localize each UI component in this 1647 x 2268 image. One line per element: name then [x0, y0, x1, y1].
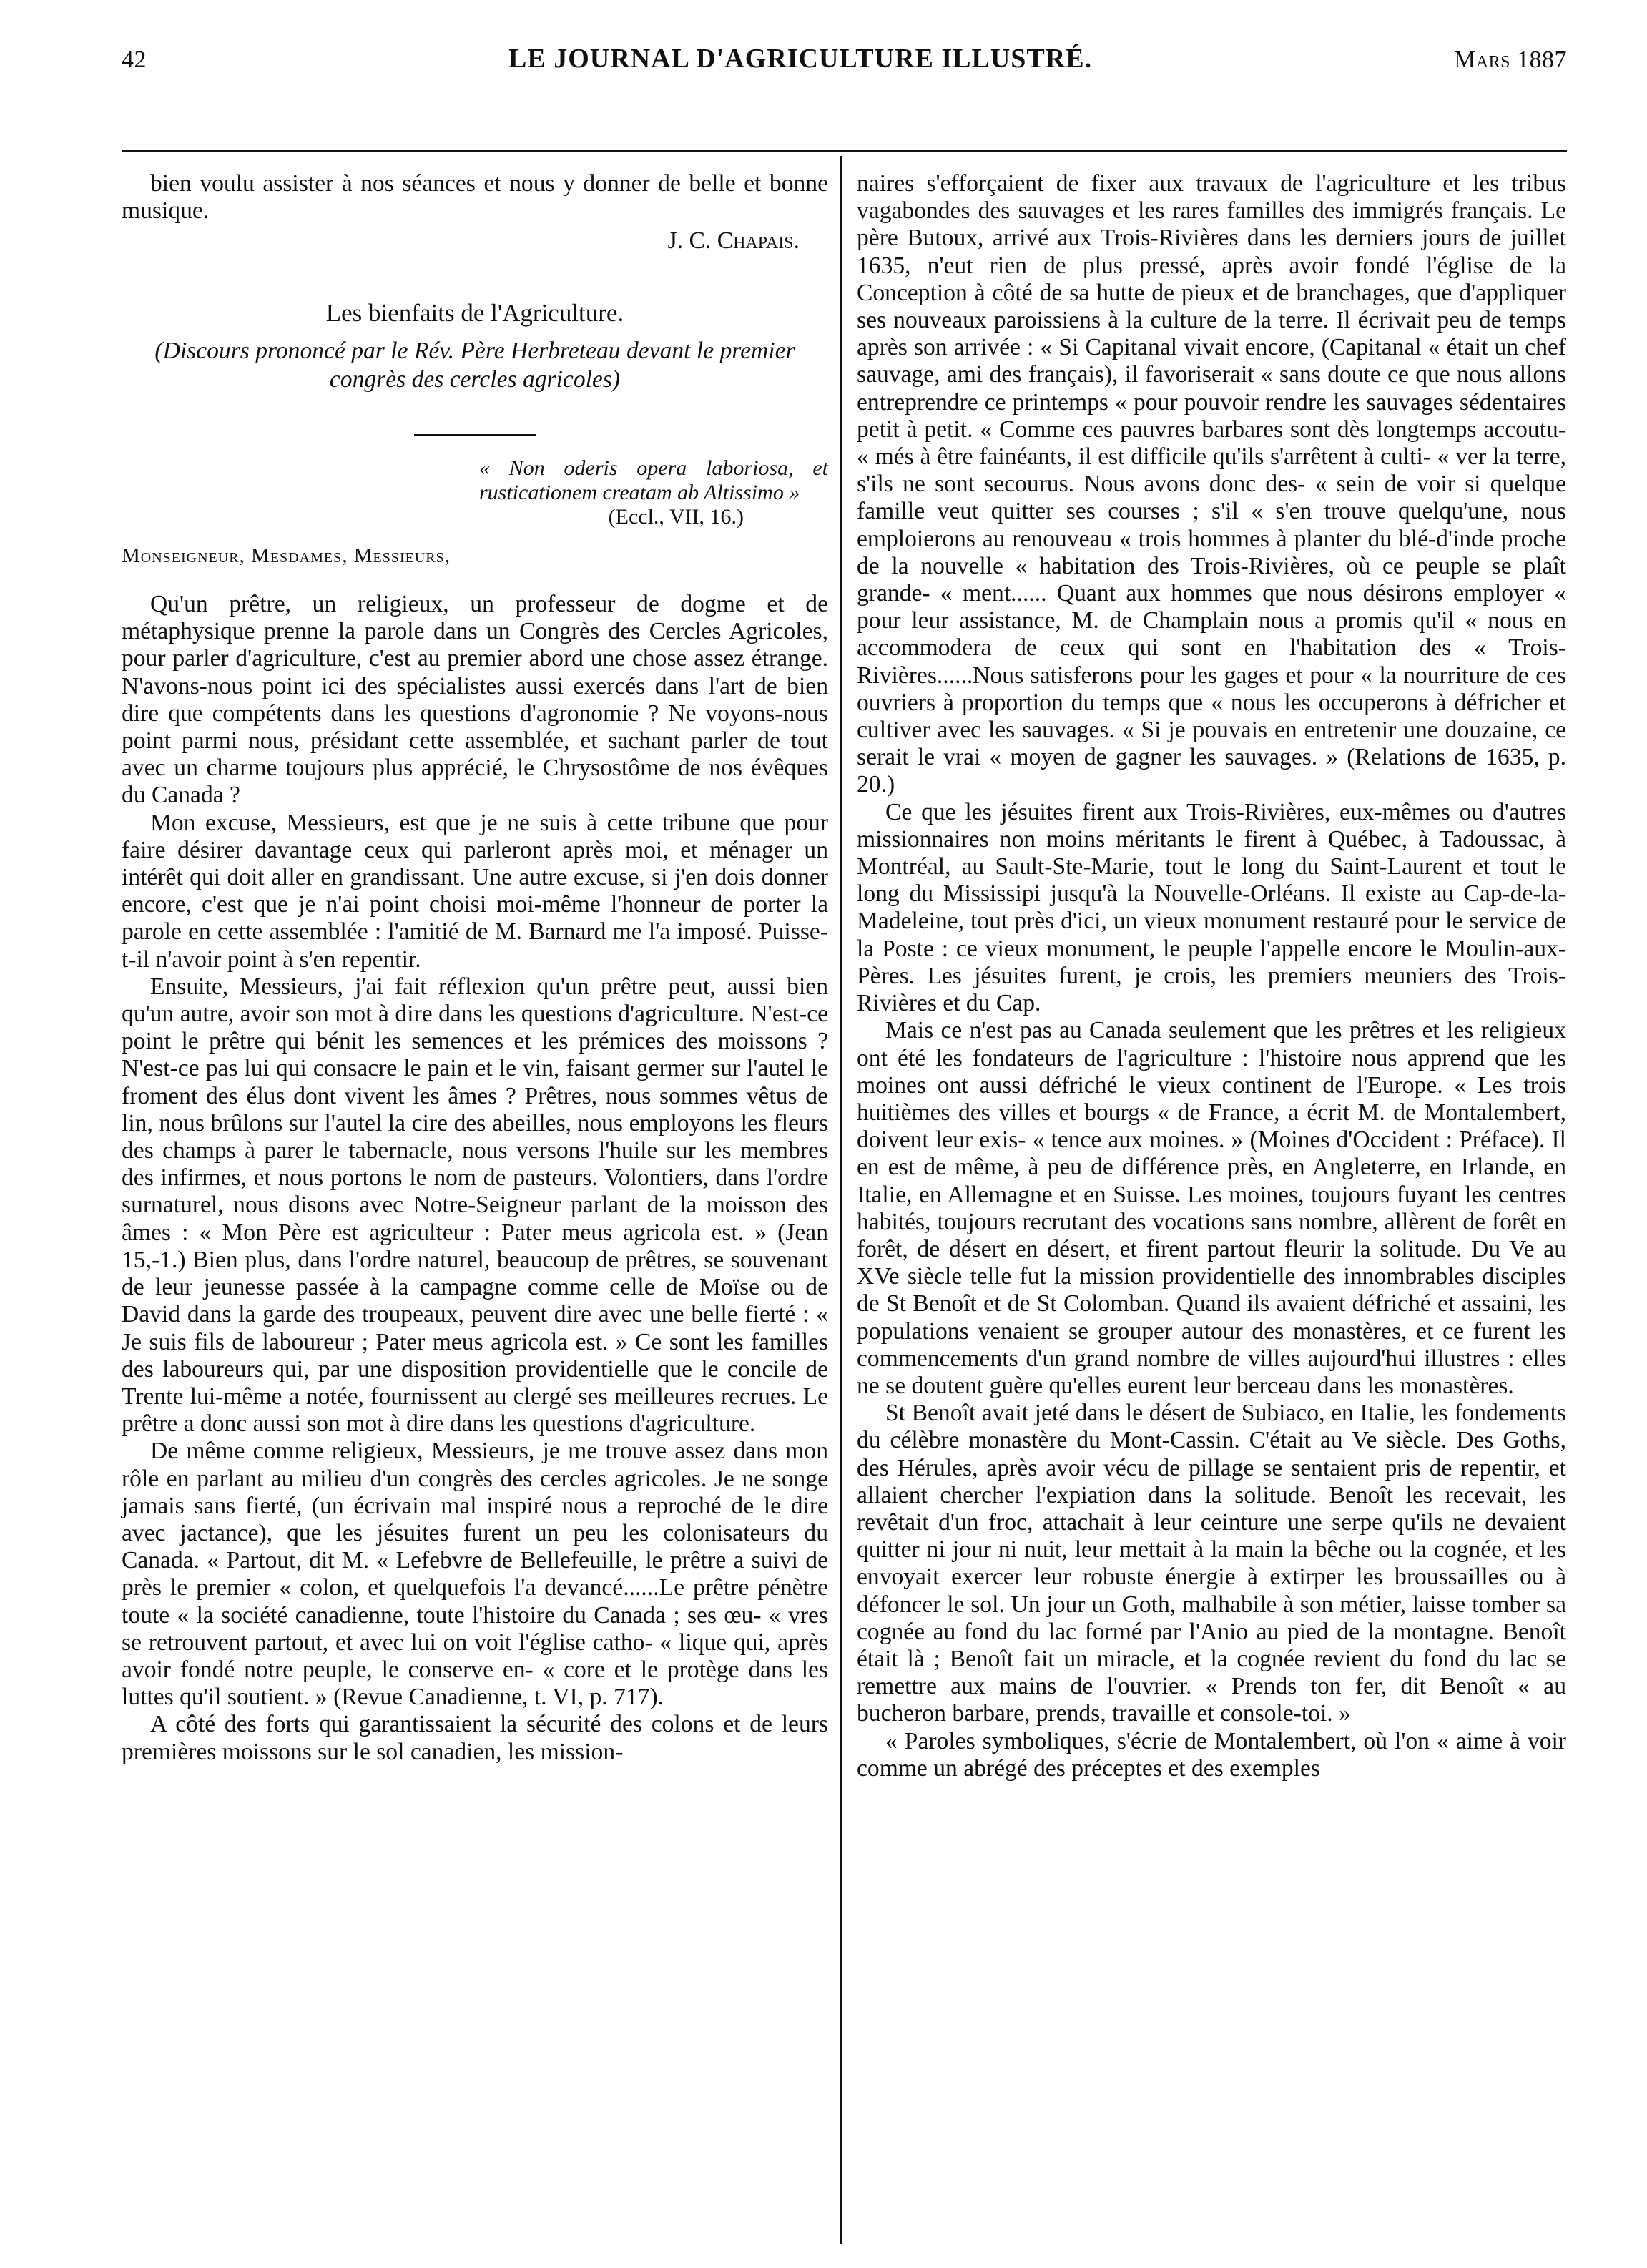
journal-title: LE JOURNAL D'AGRICULTURE ILLUSTRÉ. [508, 44, 1093, 74]
paragraph: naires s'efforçaient de fixer aux travaux de l'agriculture et les tribus vagabondes des sauvages et les rares familles des immigrés français. Le père Butoux, arrivé aux Trois-Rivières dans les derniers jours de juillet 1635, n'eut rien de plus pressé, après avoir fondé l'église de la Conception à côté de sa hutte de pieux et de branchages, que d'appliquer ses nouveaux paroissiens à la culture de la terre. Il écrivait peu de temps après son arrivée : « Si Capitanal vivait encore, (Capitanal « était un chef sauvage, ami des français), il favoriserait « sans doute ce que nous allons entreprendre ce printemps « pour pouvoir rendre les sauvages sédentaires petit à petit. « Comme ces pauvres barbares sont dès longtemps accoutu- « més à être fainéants, il est difficile qu'ils s'arrêtent à culti- « ver la terre, s'ils ne sont secourus. Nous avons donc des- « sein de voir si quelque famille veut quitter ses courses ; s'il « s'en trouve quelqu'une, nous emploierons au renouveau « trois hommes à planter du blé-d'inde proche de la nouvelle « habitation des Trois-Rivières, où ce peuple se plaît grande- « ment...... Quant aux hommes que nous désirons employer « pour leur assistance, M. de Champlain nous a promis qu'il « nous en accommodera de ceux qui sont en l'habitation des « Trois-Rivières......Nous satisferons pour les gages et pour « la nourriture de ces ouvriers à proportion du temps que « nous les occuperons à défricher et cultiver avec les sauvages. « Si je pouvais en entretenir une douzaine, ce serait le vrai « moyen de gagner les sauvages. » (Relations de 1635, p. 20.) [857, 170, 1566, 798]
continuation-text: bien voulu assister à nos séances et nous y donner de belle et bonne musique. [122, 170, 828, 225]
epigraph: « Non oderis opera laboriosa, et rusticationem creatam ab Altissimo » [479, 456, 828, 504]
issue-date: Mars 1887 [1454, 46, 1567, 73]
paragraph: De même comme religieux, Messieurs, je me trouve assez dans mon rôle en parlant au milieu d'un congrès des cercles agricoles. Je ne songe jamais sans fierté, (un écrivain mal inspiré nous a reproché de le dire avec jactance), que les jésuites furent un peu les colonisateurs du Canada. « Partout, dit M. « Lefebvre de Bellefeuille, le prêtre a suivi de près le premier « colon, et quelquefois l'a devancé......Le prêtre pénètre toute « la société canadienne, toute l'histoire du Canada ; ses œu- « vres se retrouvent partout, et avec lui on voit l'église catho- « lique qui, après avoir fondé notre peuple, le conserve en- « core et le protège dans les luttes qu'il soutient. » (Revue Canadienne, t. VI, p. 717). [122, 1438, 828, 1711]
page-header [122, 43, 1567, 86]
epigraph-reference: (Eccl., VII, 16.) [608, 504, 744, 529]
paragraph: Mon excuse, Messieurs, est que je ne suis à cette tribune que pour faire désirer davantage ceux qui parleront après moi, et ménager un intérêt qui doit aller en grandissant. Une autre excuse, si j'en dois donner encore, c'est que je n'ai point choisi moi-même l'honneur de porter la parole en cette assemblée : l'amitié de M. Barnard me l'a imposé. Puisse-t-il n'avoir point à s'en repentir. [122, 809, 828, 973]
signature: J. C. Chapais. [667, 227, 800, 255]
title-rule [414, 434, 536, 436]
paragraph: Ce que les jésuites firent aux Trois-Rivières, eux-mêmes ou d'autres missionnaires non moins méritants le firent à Québec, à Tadoussac, à Montréal, au Sault-Ste-Marie, tout le long du Saint-Laurent et tout le long du Mississipi jusqu'à la Nouvelle-Orléans. Il existe au Cap-de-la-Madeleine, tout près d'ici, un vieux monument restauré pour le service de la Poste : ce vieux monument, le peuple l'appelle encore le Moulin-aux-Pères. Les jésuites furent, je crois, les premiers meuniers des Trois-Rivières et du Cap. [857, 798, 1566, 1017]
article-title: Les bienfaits de l'Agriculture. [325, 298, 624, 327]
column-divider [840, 156, 842, 2244]
paragraph: St Benoît avait jeté dans le désert de Subiaco, en Italie, les fondements du célèbre monastère du Mont-Cassin. C'était au Ve siècle. Des Goths, des Hérules, après avoir vécu de pillage se sentaient pris de repentir, et allaient chercher l'expiation dans la solitude. Benoît les recevait, les revêtait d'un froc, attachait à leur ceinture une serpe qu'ils ne devaient quitter ni jour ni nuit, leur mettait à la main la bêche ou la cognée, et les envoyait exercer leur robuste énergie à extirper les broussailles ou à défoncer le sol. Un jour un Goth, malhabile à son métier, laisse tomber sa cognée au fond du lac formé par l'Anio au pied de la montagne. Benoît était là ; Benoît fait un miracle, et la cognée revient du fond du lac se remettre aux mains de l'ouvrier. « Prends ton fer, dit Benoît « au bucheron barbare, prends, travaille et console-toi. » [857, 1400, 1566, 1727]
salutation: Monseigneur, Mesdames, Messieurs, [122, 544, 451, 567]
paragraph: A côté des forts qui garantissaient la sécurité des colons et de leurs premières moissons sur le sol canadien, les mission- [122, 1711, 828, 1765]
paragraph: Qu'un prêtre, un religieux, un professeur de dogme et de métaphysique prenne la parole dans un Congrès des Cercles Agricoles, pour parler d'agriculture, c'est au premier abord une chose assez étrange. N'avons-nous point ici des spécialistes aussi exercés dans l'art de bien dire que compétents dans les questions d'agronomie ? Ne voyons-nous point parmi nous, présidant cette assemblée, et sachant parler de tout avec un charme toujours plus apprécié, le Chrysostôme de nos évêques du Canada ? [122, 591, 828, 809]
article-subtitle: (Discours prononcé par le Rév. Père Herbreteau devant le premier congrès des cercles agricoles) [154, 337, 795, 393]
paragraph: Ensuite, Messieurs, j'ai fait réflexion qu'un prêtre peut, aussi bien qu'un autre, avoir son mot à dire dans les questions d'agriculture. N'est-ce point le prêtre qui bénit les semences et les prémices des moissons ? N'est-ce pas lui qui consacre le pain et le vin, faisant germer sur l'autel le froment des élus dont vivent les âmes ? Prêtres, nous sommes vêtus de lin, nous brûlons sur l'autel la cire des abeilles, nous employons les fleurs des champs à parer le tabernacle, nous versons l'huile sur les membres des infirmes, et nous portons le nom de pasteurs. Volontiers, dans l'ordre surnaturel, nous disons avec Notre-Seigneur parlant de la moisson des âmes : « Mon Père est agriculteur : Pater meus agricola est. » (Jean 15,-1.) Bien plus, dans l'ordre naturel, beaucoup de prêtres, se souvenant de leur jeunesse passée à la campagne comme celle de Moïse ou de David dans la garde des troupeaux, peuvent dire avec une belle fierté : « Je suis fils de laboureur ; Pater meus agricola est. » Ce sont les familles des laboureurs qui, par une disposition providentielle que le concile de Trente lui-même a notée, fournissent au clergé ses meilleures recrues. Le prêtre a donc aussi son mot à dire dans les questions d'agriculture. [122, 973, 828, 1438]
paragraph: Mais ce n'est pas au Canada seulement que les prêtres et les religieux ont été les fondateurs de l'agriculture : l'histoire nous apprend que les moines ont aussi défriché le vieux continent de l'Europe. « Les trois huitièmes des villes et bourgs « de France, a écrit M. de Montalembert, doivent leur exis- « tence aux moines. » (Moines d'Occident : Préface). Il en est de même, à peu de différence près, en Angleterre, en Irlande, en Italie, en Allemagne et en Suisse. Les moines, toujours fuyant les centres habités, toujours recrutant des vocations sans nombre, allèrent de forêt en forêt, de désert en désert, et firent partout fleurir la solitude. Du Ve au XVe siècle telle fut la mission providentielle des innombrables disciples de St Benoît et de St Colomban. Quand ils avaient défriché et assaini, les populations venaient se grouper autour des monastères, et ce furent les commencements d'un grand nombre de villes aujourd'hui illustres : elles ne se doutent guère qu'elles eurent leur berceau dans les monastères. [857, 1017, 1566, 1399]
header-rule [122, 150, 1567, 152]
right-column [857, 170, 1566, 1782]
page-number: 42 [122, 46, 147, 73]
left-column [122, 170, 828, 1766]
paragraph: « Paroles symboliques, s'écrie de Montalembert, où l'on « aime à voir comme un abrégé des préceptes et des exemples [857, 1727, 1566, 1782]
